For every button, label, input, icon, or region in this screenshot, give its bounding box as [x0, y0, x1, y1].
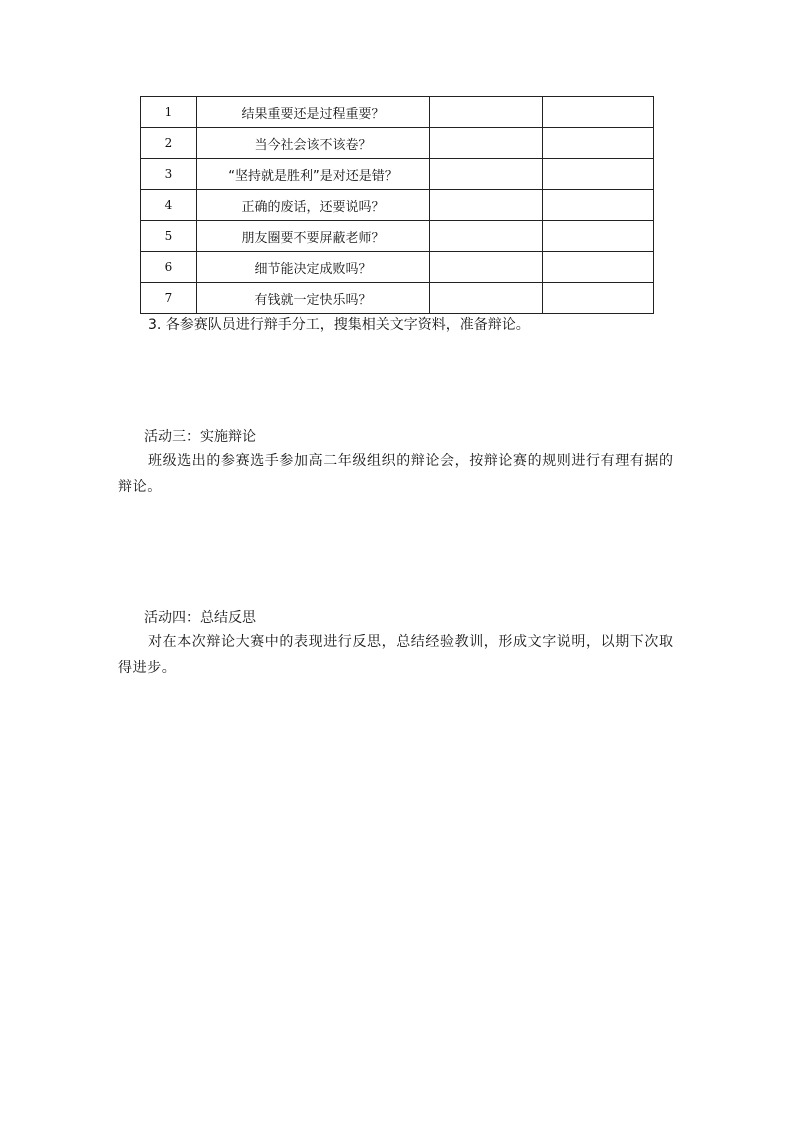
- debate-topic: 当今社会该不该卷？: [197, 128, 430, 159]
- empty-cell: [543, 221, 654, 252]
- row-number: 3: [141, 159, 197, 190]
- table-row: [141, 128, 654, 159]
- table-row: [141, 252, 654, 283]
- table-row: [141, 283, 654, 314]
- debate-topic: 结果重要还是过程重要？: [197, 97, 430, 128]
- activity-4-heading: 活动四：总结反思: [144, 610, 256, 626]
- table-row: [141, 190, 654, 221]
- table-row: [141, 221, 654, 252]
- row-number: 2: [141, 128, 197, 159]
- debate-topic: “坚持就是胜利”是对还是错？: [197, 159, 430, 190]
- debate-topic: 细节能决定成败吗？: [197, 252, 430, 283]
- empty-cell: [430, 190, 543, 221]
- activity-3-heading: 活动三：实施辩论: [144, 429, 256, 445]
- empty-cell: [543, 190, 654, 221]
- empty-cell: [430, 252, 543, 283]
- empty-cell: [543, 159, 654, 190]
- debate-topic: 有钱就一定快乐吗？: [197, 283, 430, 314]
- activity-3-body: 班级选出的参赛选手参加高二年级组织的辩论会，按辩论赛的规则进行有理有据的辩论。: [118, 453, 674, 495]
- activity-4-body: 对在本次辩论大赛中的表现进行反思，总结经验教训，形成文字说明，以期下次取得进步。: [118, 634, 674, 676]
- debate-topic: 正确的废话，还要说吗？: [197, 190, 430, 221]
- table-row: [141, 159, 654, 190]
- empty-cell: [543, 283, 654, 314]
- debate-topics-table: [140, 96, 654, 314]
- empty-cell: [543, 128, 654, 159]
- debate-topic: 朋友圈要不要屏蔽老师？: [197, 221, 430, 252]
- row-number: 7: [141, 283, 197, 314]
- step-3-text: 3. 各参赛队员进行辩手分工，搜集相关文字资料，准备辩论。: [148, 317, 530, 333]
- empty-cell: [543, 97, 654, 128]
- empty-cell: [430, 128, 543, 159]
- empty-cell: [430, 221, 543, 252]
- empty-cell: [430, 283, 543, 314]
- row-number: 1: [141, 97, 197, 128]
- table-row: [141, 97, 654, 128]
- row-number: 4: [141, 190, 197, 221]
- empty-cell: [430, 159, 543, 190]
- empty-cell: [543, 252, 654, 283]
- row-number: 6: [141, 252, 197, 283]
- empty-cell: [430, 97, 543, 128]
- row-number: 5: [141, 221, 197, 252]
